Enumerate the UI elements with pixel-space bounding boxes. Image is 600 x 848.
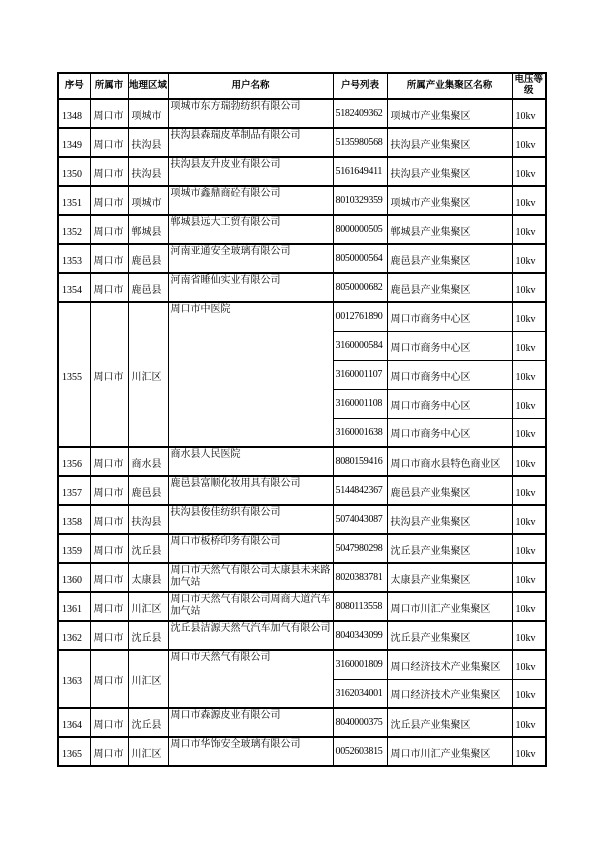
cell-account: 3160000584 [333,331,387,360]
cell-seq: 1365 [58,737,90,766]
cell-account: 5161649411 [333,157,387,186]
cell-seq: 1364 [58,708,90,737]
cell-account: 8080113558 [333,592,387,621]
cell-cluster: 沈丘县产业集聚区 [387,621,512,650]
cell-district: 沈丘县 [128,534,168,563]
table-row [58,737,546,766]
cell-cluster: 周口经济技术产业集聚区 [387,650,512,679]
cell-user: 周口市天然气有限公司周商大道汽车加气站 [168,592,333,621]
cell-district: 川汇区 [128,302,168,447]
cell-seq: 1355 [58,302,90,447]
cell-voltage: 10kv [512,128,546,157]
cell-district: 沈丘县 [128,708,168,737]
cell-cluster: 周口市商务中心区 [387,360,512,389]
cell-district: 项城市 [128,186,168,215]
table-row [58,505,546,534]
cell-account: 5047980298 [333,534,387,563]
cell-account: 5135980568 [333,128,387,157]
cell-account: 3160001107 [333,360,387,389]
cell-cluster: 周口市商务中心区 [387,418,512,447]
cell-city: 周口市 [90,534,128,563]
cell-account: 5074043087 [333,505,387,534]
cell-cluster: 周口市川汇产业集聚区 [387,592,512,621]
cell-voltage: 10kv [512,563,546,592]
table-row [58,157,546,186]
cell-district: 鹿邑县 [128,476,168,505]
cell-voltage: 10kv [512,592,546,621]
cell-voltage: 10kv [512,331,546,360]
cell-city: 周口市 [90,592,128,621]
cell-seq: 1359 [58,534,90,563]
cell-district: 项城市 [128,99,168,128]
cell-user: 河南亚通安全玻璃有限公司 [168,244,333,273]
cell-voltage: 10kv [512,476,546,505]
table-row [58,186,546,215]
cell-account: 8020383781 [333,563,387,592]
cell-seq: 1352 [58,215,90,244]
cell-voltage: 10kv [512,360,546,389]
cell-city: 周口市 [90,128,128,157]
cell-account: 8040000375 [333,708,387,737]
cell-district: 川汇区 [128,592,168,621]
cell-cluster: 扶沟县产业集聚区 [387,157,512,186]
header-row [58,73,546,99]
user-table [57,72,547,767]
cell-seq: 1348 [58,99,90,128]
table-row [58,244,546,273]
cell-city: 周口市 [90,621,128,650]
cell-cluster: 太康县产业集聚区 [387,563,512,592]
cell-seq: 1357 [58,476,90,505]
cell-user: 周口市华饰安全玻璃有限公司 [168,737,333,766]
cell-user: 周口市森源皮业有限公司 [168,708,333,737]
cell-account: 8050000564 [333,244,387,273]
cell-cluster: 沈丘县产业集聚区 [387,534,512,563]
cell-cluster: 鹿邑县产业集聚区 [387,273,512,302]
cell-seq: 1350 [58,157,90,186]
cell-user: 项城市东方瑞勃纺织有限公司 [168,99,333,128]
cell-cluster: 周口经济技术产业集聚区 [387,679,512,708]
table-row [58,534,546,563]
cell-user: 鹿邑县富顺化妆用具有限公司 [168,476,333,505]
cell-user: 项城市鑫鼎商砼有限公司 [168,186,333,215]
cell-user: 周口市中医院 [168,302,333,447]
col-header-voltage: 电压等级 [512,73,546,99]
col-header-cluster: 所属产业集聚区名称 [387,73,512,99]
cell-voltage: 10kv [512,302,546,331]
cell-voltage: 10kv [512,505,546,534]
table-row [58,476,546,505]
cell-voltage: 10kv [512,621,546,650]
cell-cluster: 周口市川汇产业集聚区 [387,737,512,766]
cell-account: 5182409362 [333,99,387,128]
cell-seq: 1361 [58,592,90,621]
table-row [58,215,546,244]
cell-voltage: 10kv [512,650,546,679]
cell-user: 河南省睡仙实业有限公司 [168,273,333,302]
cell-voltage: 10kv [512,418,546,447]
cell-cluster: 周口市商务中心区 [387,302,512,331]
cell-district: 扶沟县 [128,157,168,186]
cell-city: 周口市 [90,215,128,244]
cell-city: 周口市 [90,99,128,128]
cell-seq: 1360 [58,563,90,592]
cell-voltage: 10kv [512,737,546,766]
user-table-header [58,73,546,99]
cell-seq: 1362 [58,621,90,650]
cell-voltage: 10kv [512,186,546,215]
cell-city: 周口市 [90,157,128,186]
cell-account: 8010329359 [333,186,387,215]
cell-voltage: 10kv [512,273,546,302]
cell-city: 周口市 [90,244,128,273]
cell-city: 周口市 [90,505,128,534]
cell-account: 0012761890 [333,302,387,331]
table-row [58,563,546,592]
cell-voltage: 10kv [512,244,546,273]
cell-city: 周口市 [90,186,128,215]
cell-district: 扶沟县 [128,128,168,157]
cell-user: 扶沟县森瑞皮革制品有限公司 [168,128,333,157]
cell-account: 3162034001 [333,679,387,708]
cell-city: 周口市 [90,737,128,766]
cell-voltage: 10kv [512,679,546,708]
cell-city: 周口市 [90,650,128,708]
cell-user: 扶沟县友升皮业有限公司 [168,157,333,186]
cell-seq: 1351 [58,186,90,215]
table-row [58,273,546,302]
cell-cluster: 扶沟县产业集聚区 [387,505,512,534]
col-header-district: 地理区域 [128,73,168,99]
cell-voltage: 10kv [512,99,546,128]
cell-cluster: 项城市产业集聚区 [387,99,512,128]
cell-district: 沈丘县 [128,621,168,650]
cell-cluster: 周口市商务中心区 [387,331,512,360]
cell-account: 3160001809 [333,650,387,679]
cell-seq: 1354 [58,273,90,302]
table-row [58,128,546,157]
cell-voltage: 10kv [512,534,546,563]
cell-cluster: 鹿邑县产业集聚区 [387,476,512,505]
table-row [58,302,546,331]
cell-account: 8050000682 [333,273,387,302]
col-header-user: 用户名称 [168,73,333,99]
cell-voltage: 10kv [512,389,546,418]
cell-account: 3160001638 [333,418,387,447]
cell-user: 郸城县远大工贸有限公司 [168,215,333,244]
cell-user: 扶沟县俊佳纺织有限公司 [168,505,333,534]
cell-district: 川汇区 [128,650,168,708]
cell-seq: 1356 [58,447,90,476]
col-header-city: 所属市 [90,73,128,99]
table-row [58,708,546,737]
cell-account: 5144842367 [333,476,387,505]
cell-account: 8080159416 [333,447,387,476]
col-header-seq: 序号 [58,73,90,99]
cell-user: 周口市天然气有限公司 [168,650,333,708]
cell-cluster: 沈丘县产业集聚区 [387,708,512,737]
cell-district: 郸城县 [128,215,168,244]
cell-city: 周口市 [90,563,128,592]
cell-seq: 1353 [58,244,90,273]
cell-city: 周口市 [90,476,128,505]
cell-seq: 1358 [58,505,90,534]
table-row [58,592,546,621]
table-row [58,447,546,476]
cell-cluster: 周口市商水县特色商业区 [387,447,512,476]
cell-user: 周口市天然气有限公司太康县未来路加气站 [168,563,333,592]
cell-cluster: 郸城县产业集聚区 [387,215,512,244]
cell-voltage: 10kv [512,447,546,476]
cell-account: 0052603815 [333,737,387,766]
col-header-accounts: 户号列表 [333,73,387,99]
cell-voltage: 10kv [512,708,546,737]
cell-seq: 1349 [58,128,90,157]
cell-cluster: 周口市商务中心区 [387,389,512,418]
cell-city: 周口市 [90,273,128,302]
cell-cluster: 扶沟县产业集聚区 [387,128,512,157]
cell-account: 8000000505 [333,215,387,244]
cell-city: 周口市 [90,447,128,476]
cell-district: 鹿邑县 [128,244,168,273]
cell-voltage: 10kv [512,215,546,244]
cell-district: 川汇区 [128,737,168,766]
cell-user: 商水县人民医院 [168,447,333,476]
cell-city: 周口市 [90,302,128,447]
cell-city: 周口市 [90,708,128,737]
cell-district: 商水县 [128,447,168,476]
table-row [58,99,546,128]
cell-voltage: 10kv [512,157,546,186]
table-row [58,621,546,650]
user-table-body [58,99,546,766]
cell-account: 8040343099 [333,621,387,650]
cell-district: 鹿邑县 [128,273,168,302]
cell-district: 太康县 [128,563,168,592]
cell-account: 3160001108 [333,389,387,418]
cell-seq: 1363 [58,650,90,708]
table-row [58,650,546,679]
cell-district: 扶沟县 [128,505,168,534]
cell-user: 周口市板桥印务有限公司 [168,534,333,563]
cell-cluster: 鹿邑县产业集聚区 [387,244,512,273]
cell-cluster: 项城市产业集聚区 [387,186,512,215]
cell-user: 沈丘县洁源天然气汽车加气有限公司 [168,621,333,650]
